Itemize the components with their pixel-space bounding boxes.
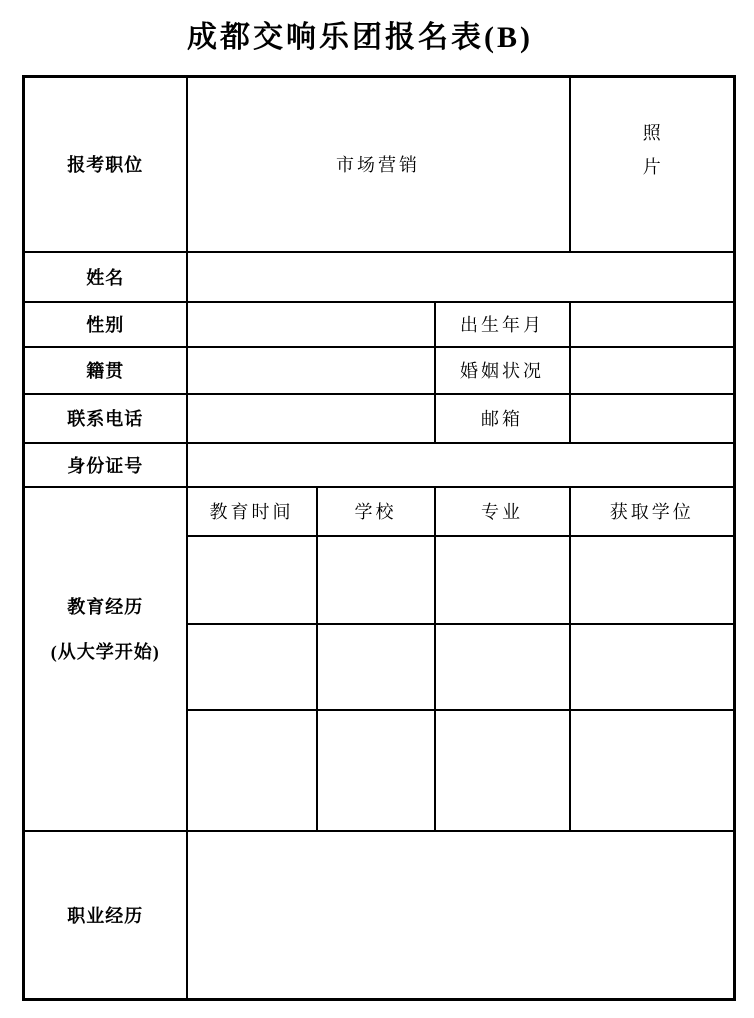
- row-career: [24, 831, 735, 1000]
- education-row2-major-cell[interactable]: [435, 624, 570, 710]
- education-row3-degree-cell[interactable]: [570, 710, 735, 831]
- photo-label-line1: 照: [642, 123, 661, 144]
- education-label-line2: (从大学开始): [50, 641, 160, 662]
- marital-status-label: 婚姻状况: [435, 347, 570, 394]
- email-value-cell[interactable]: [570, 394, 735, 443]
- row-phone-email: [24, 394, 735, 443]
- gender-value-cell[interactable]: [187, 302, 435, 347]
- row-gender-birth: [24, 302, 735, 347]
- career-label: 职业经历: [24, 831, 187, 1000]
- birth-date-label: 出生年月: [435, 302, 570, 347]
- photo-placeholder-label: [571, 116, 734, 184]
- row-id-number: [24, 443, 735, 487]
- phone-value-cell[interactable]: [187, 394, 435, 443]
- career-value-cell[interactable]: [187, 831, 735, 1000]
- education-row2-time-cell[interactable]: [187, 624, 317, 710]
- id-number-label: 身份证号: [24, 443, 187, 487]
- education-col-header-time: 教育时间: [187, 487, 317, 536]
- application-form-table: [22, 75, 736, 1001]
- row-name: [24, 252, 735, 302]
- position-value-cell[interactable]: 市场营销: [187, 77, 570, 252]
- marital-status-value-cell[interactable]: [570, 347, 735, 394]
- email-label: 邮箱: [435, 394, 570, 443]
- education-col-header-major: 专业: [435, 487, 570, 536]
- phone-label: 联系电话: [24, 394, 187, 443]
- education-col-header-school: 学校: [317, 487, 435, 536]
- education-row1-school-cell[interactable]: [317, 536, 435, 624]
- education-row1-degree-cell[interactable]: [570, 536, 735, 624]
- education-label-line1: 教育经历: [67, 596, 144, 617]
- education-row2-school-cell[interactable]: [317, 624, 435, 710]
- page-title: 成都交响乐团报名表(B): [187, 21, 533, 54]
- gender-label: 性别: [24, 302, 187, 347]
- education-label: [25, 585, 186, 675]
- position-label: 报考职位: [24, 77, 187, 252]
- education-row1-major-cell[interactable]: [435, 536, 570, 624]
- education-row1-time-cell[interactable]: [187, 536, 317, 624]
- education-row2-degree-cell[interactable]: [570, 624, 735, 710]
- education-row3-school-cell[interactable]: [317, 710, 435, 831]
- row-position: [24, 77, 735, 252]
- native-place-label: 籍贯: [24, 347, 187, 394]
- name-value-cell[interactable]: [187, 252, 735, 302]
- education-label-cell: [24, 487, 187, 831]
- education-row3-major-cell[interactable]: [435, 710, 570, 831]
- name-label: 姓名: [24, 252, 187, 302]
- id-number-value-cell[interactable]: [187, 443, 735, 487]
- birth-date-value-cell[interactable]: [570, 302, 735, 347]
- education-col-header-degree: 获取学位: [570, 487, 735, 536]
- native-place-value-cell[interactable]: [187, 347, 435, 394]
- photo-label-line2: 片: [642, 157, 661, 178]
- row-education-header: [24, 487, 735, 536]
- row-native-marital: [24, 347, 735, 394]
- photo-cell[interactable]: [570, 77, 735, 252]
- education-row3-time-cell[interactable]: [187, 710, 317, 831]
